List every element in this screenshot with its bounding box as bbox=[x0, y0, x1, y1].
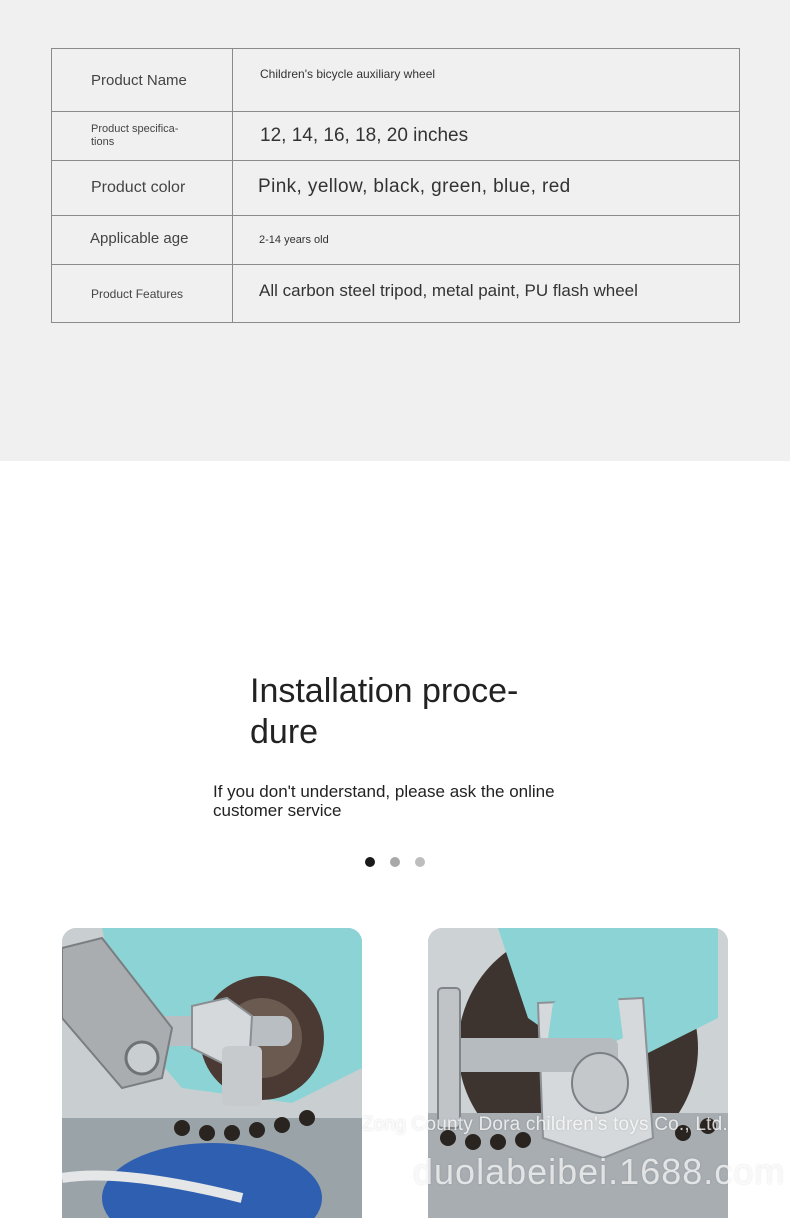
spec-label: Product Name bbox=[52, 49, 233, 111]
spec-label: Product color bbox=[52, 161, 233, 215]
installation-subtitle: If you don't understand, please ask the online customer service bbox=[213, 782, 555, 820]
site-watermark: duolabeibei.1688.com bbox=[413, 1151, 786, 1192]
spec-section bbox=[0, 0, 790, 461]
spec-row-age bbox=[52, 216, 739, 265]
spec-row-color bbox=[52, 161, 739, 216]
spec-row-features bbox=[52, 265, 739, 322]
carousel-dots bbox=[365, 857, 425, 867]
spec-value: 2-14 years old bbox=[259, 234, 329, 246]
spec-label: Product Features bbox=[52, 265, 233, 322]
spec-label: Product specifica- tions bbox=[52, 112, 233, 160]
carousel-dot-2[interactable] bbox=[390, 857, 400, 867]
carousel-dot-3[interactable] bbox=[415, 857, 425, 867]
spec-value: All carbon steel tripod, metal paint, PU flash wheel bbox=[259, 280, 638, 300]
carousel-dot-1[interactable] bbox=[365, 857, 375, 867]
spec-value: Pink, yellow, black, green, blue, red bbox=[258, 176, 571, 197]
company-watermark: Zong County Dora children's toys Co., Ltd. bbox=[362, 1114, 728, 1135]
spec-label: Applicable age bbox=[52, 213, 233, 264]
spec-value: 12, 14, 16, 18, 20 inches bbox=[260, 125, 469, 146]
wrench-axle-nut-photo bbox=[62, 928, 362, 1218]
spec-row-name bbox=[52, 49, 739, 112]
spec-row-specifications bbox=[52, 112, 739, 161]
spec-value: Children's bicycle auxiliary wheel bbox=[260, 67, 436, 81]
installation-title: Installation proce- dure bbox=[250, 672, 519, 751]
spec-table bbox=[51, 48, 740, 323]
